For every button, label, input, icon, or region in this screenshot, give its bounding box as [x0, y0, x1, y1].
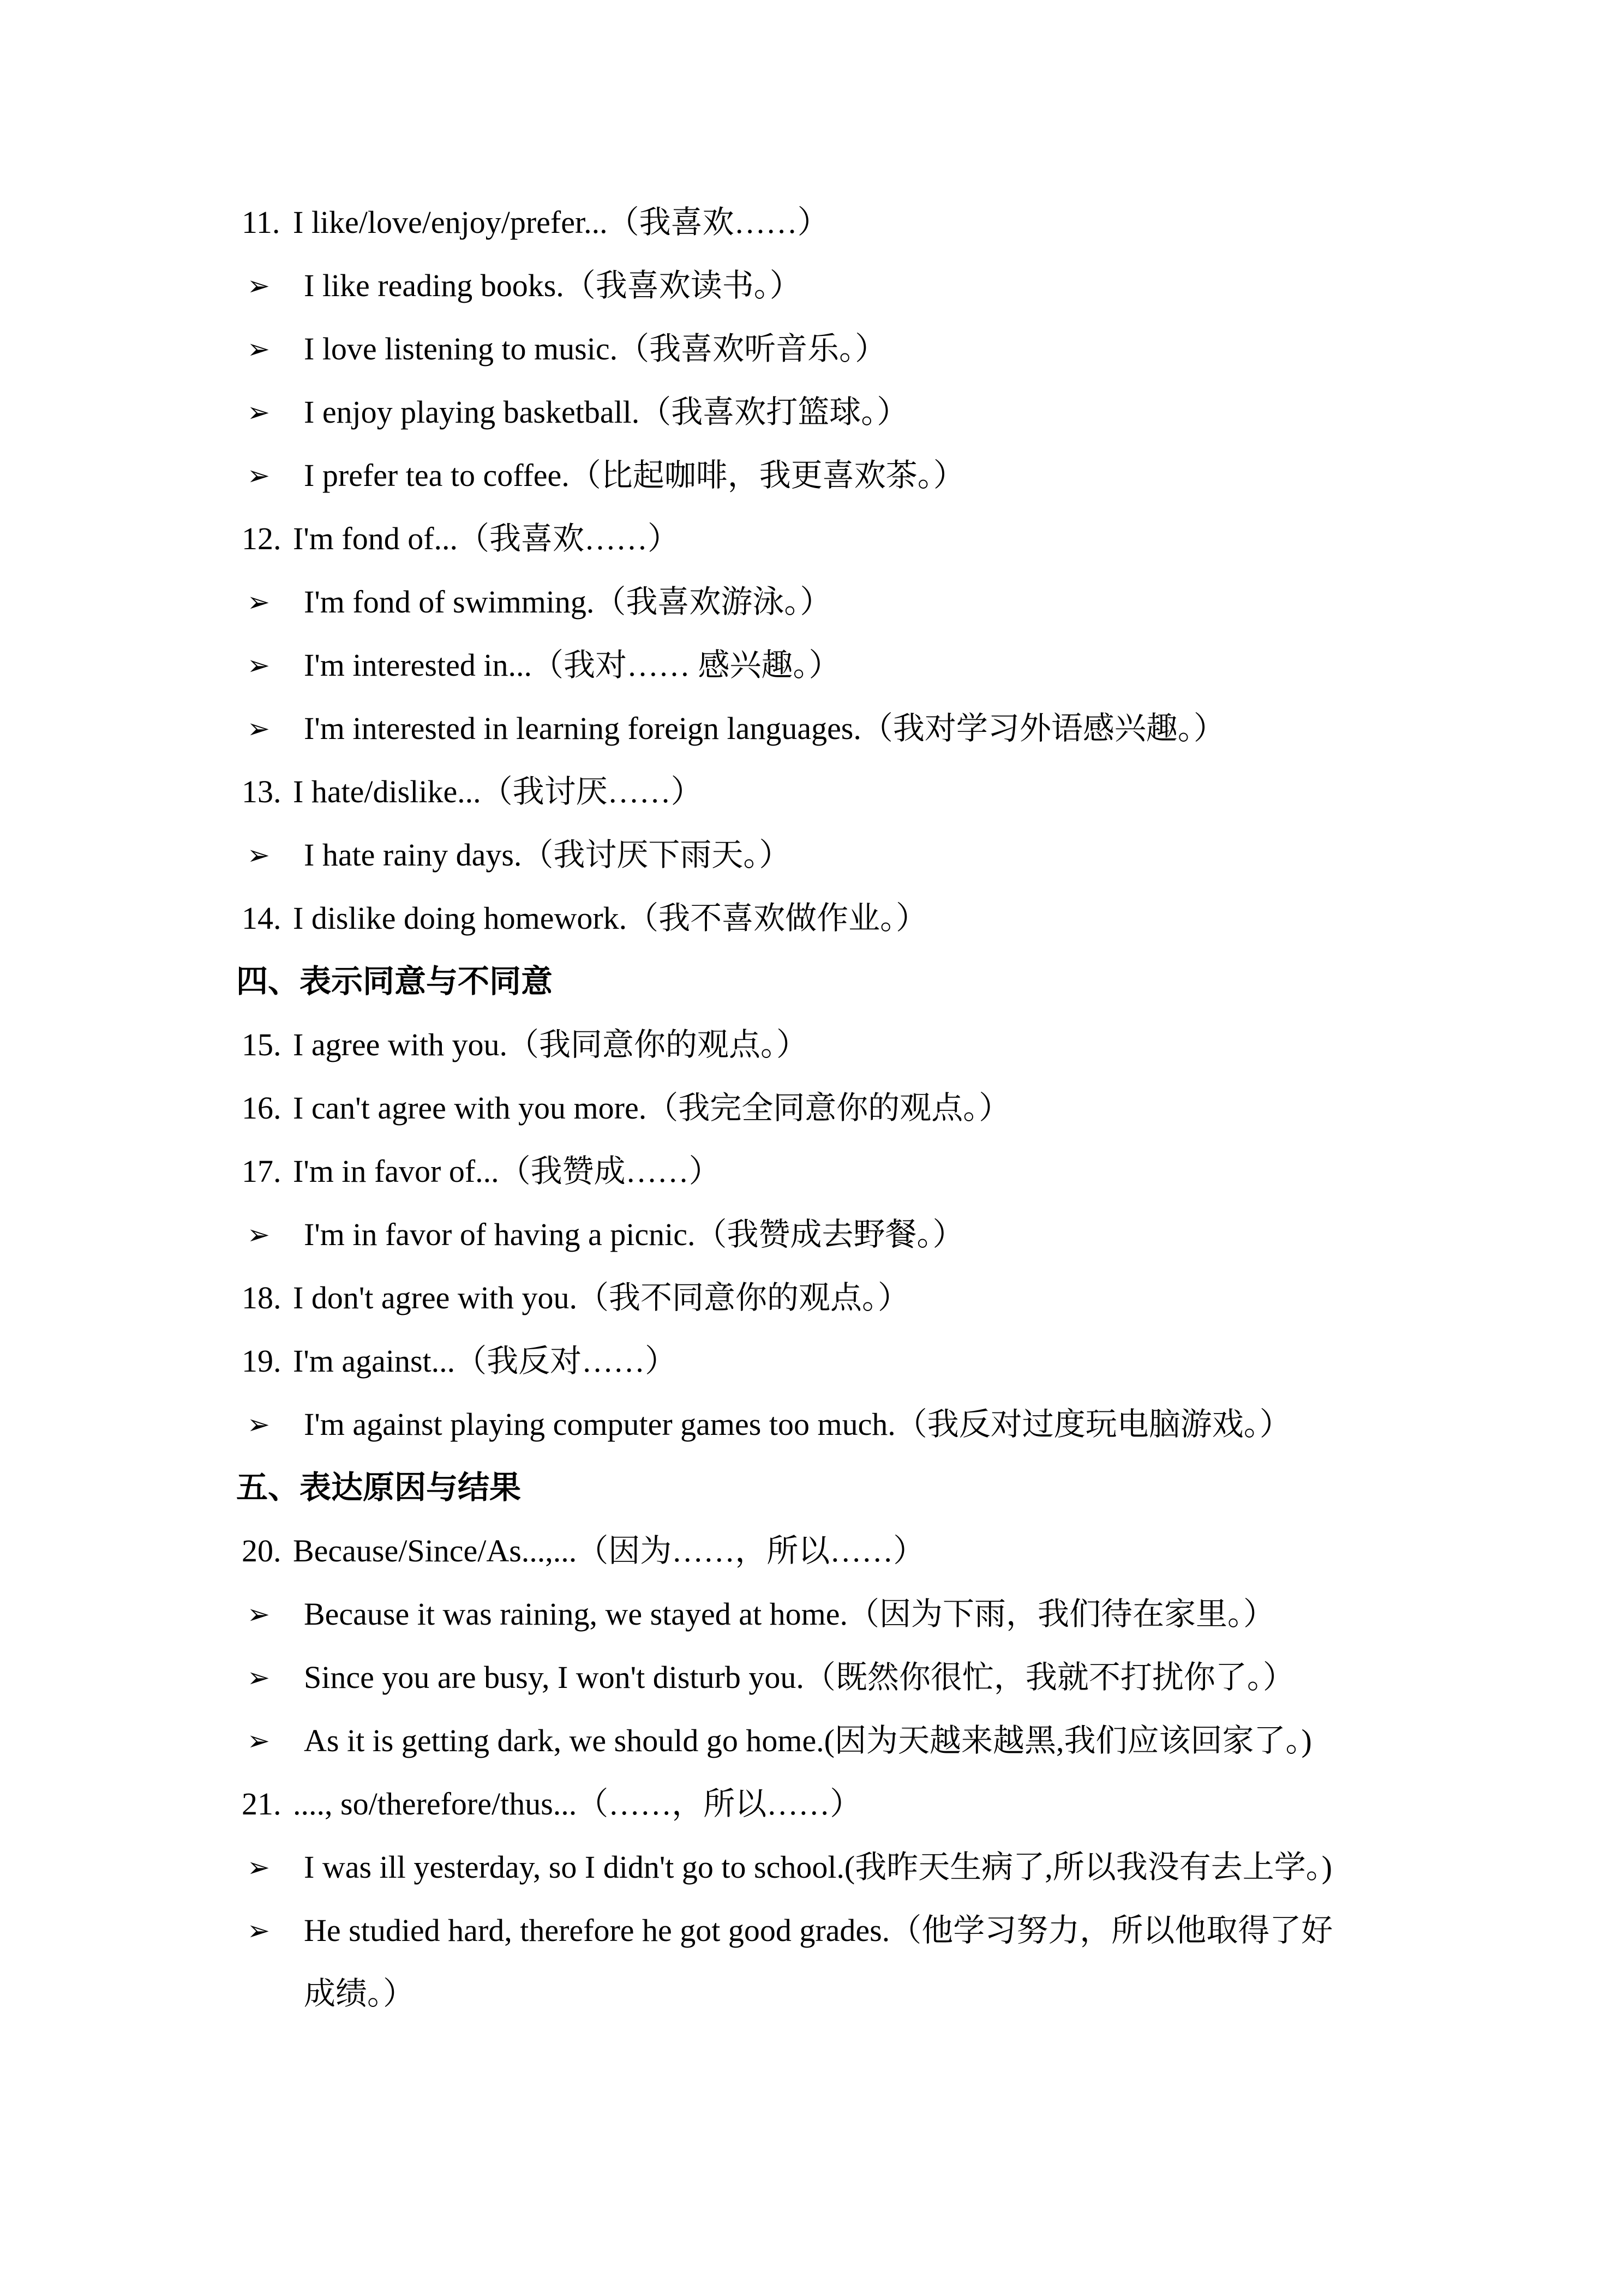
item-number: 16. — [242, 1090, 281, 1126]
line-text: Because/Since/As...,...（因为……，所以……） — [293, 1533, 925, 1568]
bullet-item — [0, 254, 1624, 317]
numbered-item — [0, 1772, 1624, 1836]
line-text: I love listening to music.（我喜欢听音乐。） — [304, 331, 887, 366]
document-content — [0, 191, 1624, 2025]
line-text: I don't agree with you.（我不同意你的观点。） — [293, 1280, 910, 1315]
bullet-item — [0, 1393, 1624, 1456]
bullet-item — [0, 1203, 1624, 1266]
arrowhead-bullet-icon: ➢ — [247, 1852, 270, 1883]
arrowhead-bullet-icon: ➢ — [247, 713, 270, 744]
line-text: I'm in favor of...（我赞成……） — [293, 1153, 721, 1189]
line-text: I can't agree with you more.（我完全同意你的观点。） — [293, 1090, 1011, 1126]
line-text: I like/love/enjoy/prefer...（我喜欢……） — [293, 205, 829, 240]
line-text: Since you are busy, I won't disturb you.（既然你很忙，我就不打扰你了。） — [304, 1660, 1295, 1695]
line-text: I agree with you.（我同意你的观点。） — [293, 1027, 808, 1062]
bullet-item — [0, 1899, 1624, 1962]
numbered-item — [0, 1519, 1624, 1583]
arrowhead-bullet-icon: ➢ — [247, 1598, 270, 1630]
bullet-item — [0, 444, 1624, 507]
item-number: 14. — [242, 900, 281, 936]
continuation-line — [0, 1962, 1624, 2025]
line-text: I was ill yesterday, so I didn't go to school.(我昨天生病了,所以我没有去上学。) — [304, 1849, 1333, 1885]
bullet-item — [0, 824, 1624, 887]
line-text: I prefer tea to coffee.（比起咖啡，我更喜欢茶。） — [304, 458, 965, 493]
line-text: I'm in favor of having a picnic.（我赞成去野餐。） — [304, 1217, 964, 1252]
line-text: I'm fond of...（我喜欢……） — [293, 521, 680, 556]
line-text: I'm interested in...（我对…… 感兴趣。） — [304, 647, 841, 683]
item-number: 12. — [242, 521, 281, 556]
numbered-item — [0, 507, 1624, 570]
item-number: 13. — [242, 774, 281, 809]
numbered-item — [0, 1330, 1624, 1393]
section-heading — [0, 1456, 1624, 1519]
arrowhead-bullet-icon: ➢ — [247, 839, 270, 871]
item-number: 18. — [242, 1280, 281, 1315]
line-text: Because it was raining, we stayed at home.（因为下雨，我们待在家里。） — [304, 1596, 1275, 1632]
line-text: I'm fond of swimming.（我喜欢游泳。） — [304, 584, 832, 620]
numbered-item — [0, 191, 1624, 254]
arrowhead-bullet-icon: ➢ — [247, 1725, 270, 1757]
bullet-item — [0, 1709, 1624, 1772]
arrowhead-bullet-icon: ➢ — [247, 460, 270, 491]
line-text: 五、表达原因与结果 — [236, 1470, 522, 1505]
line-text: I dislike doing homework.（我不喜欢做作业。） — [293, 900, 928, 936]
bullet-item — [0, 1646, 1624, 1709]
bullet-item — [0, 1583, 1624, 1646]
arrowhead-bullet-icon: ➢ — [247, 1219, 270, 1251]
numbered-item — [0, 1077, 1624, 1140]
line-text: I hate rainy days.（我讨厌下雨天。） — [304, 837, 791, 873]
numbered-item — [0, 1013, 1624, 1077]
item-number: 15. — [242, 1027, 281, 1062]
line-text: I like reading books.（我喜欢读书。） — [304, 268, 801, 303]
arrowhead-bullet-icon: ➢ — [247, 586, 270, 618]
section-heading — [0, 950, 1624, 1013]
item-number: 20. — [242, 1533, 281, 1568]
arrowhead-bullet-icon: ➢ — [247, 1662, 270, 1693]
line-text: He studied hard, therefore he got good grades.（他学习努力，所以他取得了好 — [304, 1913, 1333, 1948]
bullet-item — [0, 634, 1624, 697]
item-number: 17. — [242, 1153, 281, 1189]
bullet-item — [0, 1836, 1624, 1899]
arrowhead-bullet-icon: ➢ — [247, 650, 270, 681]
arrowhead-bullet-icon: ➢ — [247, 1409, 270, 1440]
bullet-item — [0, 570, 1624, 634]
arrowhead-bullet-icon: ➢ — [247, 270, 270, 302]
line-text: 成绩。） — [304, 1976, 415, 2011]
arrowhead-bullet-icon: ➢ — [247, 396, 270, 428]
line-text: I hate/dislike...（我讨厌……） — [293, 774, 703, 809]
bullet-item — [0, 317, 1624, 381]
line-text: I'm interested in learning foreign languages.（我对学习外语感兴趣。） — [304, 711, 1225, 746]
numbered-item — [0, 1266, 1624, 1330]
line-text: I'm against...（我反对……） — [293, 1343, 677, 1379]
item-number: 11. — [242, 205, 280, 240]
arrowhead-bullet-icon: ➢ — [247, 333, 270, 365]
bullet-item — [0, 697, 1624, 760]
item-number: 21. — [242, 1786, 281, 1822]
bullet-item — [0, 381, 1624, 444]
line-text: I enjoy playing basketball.（我喜欢打篮球。） — [304, 394, 909, 430]
numbered-item — [0, 1140, 1624, 1203]
numbered-item — [0, 887, 1624, 950]
item-number: 19. — [242, 1343, 281, 1379]
line-text: ...., so/therefore/thus...（……，所以……） — [293, 1786, 862, 1822]
line-text: 四、表示同意与不同意 — [236, 964, 553, 999]
numbered-item — [0, 760, 1624, 824]
arrowhead-bullet-icon: ➢ — [247, 1915, 270, 1946]
line-text: As it is getting dark, we should go home.(因为天越来越黑,我们应该回家了。) — [304, 1723, 1312, 1758]
line-text: I'm against playing computer games too much.（我反对过度玩电脑游戏。） — [304, 1407, 1291, 1442]
